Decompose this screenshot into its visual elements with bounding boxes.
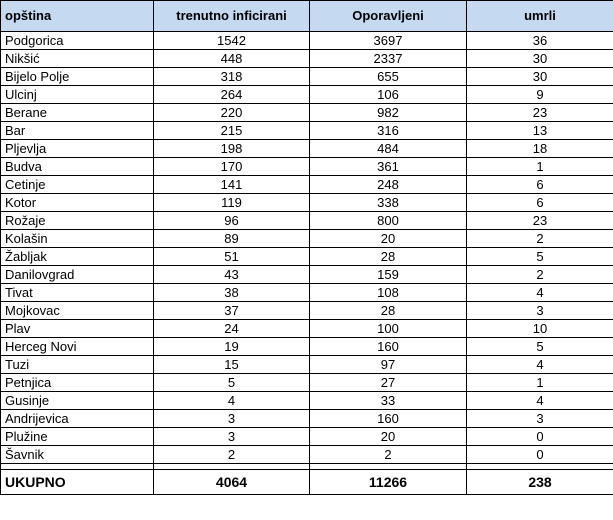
deaths-cell: 3 xyxy=(467,410,613,428)
infected-cell: 318 xyxy=(154,68,310,86)
municipality-cell: Nikšić xyxy=(1,50,154,68)
infected-cell: 51 xyxy=(154,248,310,266)
infected-cell: 198 xyxy=(154,140,310,158)
recovered-cell: 982 xyxy=(310,104,467,122)
municipality-cell: Berane xyxy=(1,104,154,122)
table-row xyxy=(1,176,613,194)
recovered-cell: 28 xyxy=(310,302,467,320)
table-row xyxy=(1,392,613,410)
infected-cell: 264 xyxy=(154,86,310,104)
table-row xyxy=(1,140,613,158)
table-row xyxy=(1,302,613,320)
infected-cell: 24 xyxy=(154,320,310,338)
total-row xyxy=(1,470,613,495)
deaths-cell: 2 xyxy=(467,230,613,248)
deaths-cell: 4 xyxy=(467,284,613,302)
table-row xyxy=(1,68,613,86)
table-row xyxy=(1,374,613,392)
deaths-cell: 6 xyxy=(467,176,613,194)
infected-cell: 4 xyxy=(154,392,310,410)
recovered-cell: 338 xyxy=(310,194,467,212)
municipality-cell: Cetinje xyxy=(1,176,154,194)
table-row xyxy=(1,104,613,122)
deaths-cell: 36 xyxy=(467,32,613,50)
recovered-cell: 100 xyxy=(310,320,467,338)
recovered-cell: 484 xyxy=(310,140,467,158)
infected-cell: 37 xyxy=(154,302,310,320)
municipality-cell: Ulcinj xyxy=(1,86,154,104)
municipality-cell: Bijelo Polje xyxy=(1,68,154,86)
table-row xyxy=(1,428,613,446)
recovered-cell: 160 xyxy=(310,410,467,428)
infected-cell: 3 xyxy=(154,410,310,428)
infected-cell: 170 xyxy=(154,158,310,176)
municipality-cell: Šavnik xyxy=(1,446,154,464)
municipality-cell: Bar xyxy=(1,122,154,140)
table-row xyxy=(1,86,613,104)
recovered-cell: 248 xyxy=(310,176,467,194)
deaths-cell: 9 xyxy=(467,86,613,104)
total-label: UKUPNO xyxy=(1,470,154,495)
table-row xyxy=(1,194,613,212)
infected-cell: 2 xyxy=(154,446,310,464)
infected-cell: 38 xyxy=(154,284,310,302)
recovered-cell: 20 xyxy=(310,428,467,446)
deaths-cell: 0 xyxy=(467,428,613,446)
municipality-cell: Andrijevica xyxy=(1,410,154,428)
infected-cell: 448 xyxy=(154,50,310,68)
table-row xyxy=(1,284,613,302)
recovered-cell: 27 xyxy=(310,374,467,392)
infected-cell: 89 xyxy=(154,230,310,248)
table-row xyxy=(1,356,613,374)
deaths-cell: 1 xyxy=(467,158,613,176)
infected-cell: 119 xyxy=(154,194,310,212)
table-row xyxy=(1,122,613,140)
municipality-cell: Petnjica xyxy=(1,374,154,392)
municipality-cell: Podgorica xyxy=(1,32,154,50)
municipality-cell: Budva xyxy=(1,158,154,176)
table-row xyxy=(1,266,613,284)
infected-cell: 1542 xyxy=(154,32,310,50)
deaths-cell: 4 xyxy=(467,392,613,410)
recovered-cell: 2337 xyxy=(310,50,467,68)
deaths-cell: 5 xyxy=(467,248,613,266)
table-row xyxy=(1,320,613,338)
table-row xyxy=(1,338,613,356)
municipality-cell: Tuzi xyxy=(1,356,154,374)
deaths-cell: 1 xyxy=(467,374,613,392)
deaths-cell: 18 xyxy=(467,140,613,158)
deaths-cell: 5 xyxy=(467,338,613,356)
municipality-cell: Kotor xyxy=(1,194,154,212)
header-municipality: opština xyxy=(1,1,154,32)
recovered-cell: 361 xyxy=(310,158,467,176)
recovered-cell: 316 xyxy=(310,122,467,140)
recovered-cell: 33 xyxy=(310,392,467,410)
total-infected: 4064 xyxy=(154,470,310,495)
header-deaths: umrli xyxy=(467,1,613,32)
deaths-cell: 30 xyxy=(467,68,613,86)
deaths-cell: 6 xyxy=(467,194,613,212)
municipality-cell: Mojkovac xyxy=(1,302,154,320)
recovered-cell: 3697 xyxy=(310,32,467,50)
deaths-cell: 23 xyxy=(467,212,613,230)
header-row xyxy=(1,1,613,32)
recovered-cell: 108 xyxy=(310,284,467,302)
table-row xyxy=(1,410,613,428)
deaths-cell: 0 xyxy=(467,446,613,464)
deaths-cell: 13 xyxy=(467,122,613,140)
total-deaths: 238 xyxy=(467,470,613,495)
recovered-cell: 159 xyxy=(310,266,467,284)
infected-cell: 19 xyxy=(154,338,310,356)
infected-cell: 96 xyxy=(154,212,310,230)
municipality-cell: Herceg Novi xyxy=(1,338,154,356)
recovered-cell: 800 xyxy=(310,212,467,230)
recovered-cell: 106 xyxy=(310,86,467,104)
deaths-cell: 2 xyxy=(467,266,613,284)
infected-cell: 15 xyxy=(154,356,310,374)
infected-cell: 43 xyxy=(154,266,310,284)
header-currently-infected: trenutno inficirani xyxy=(154,1,310,32)
table-row xyxy=(1,446,613,464)
table-row xyxy=(1,50,613,68)
infected-cell: 220 xyxy=(154,104,310,122)
infected-cell: 3 xyxy=(154,428,310,446)
municipality-cell: Danilovgrad xyxy=(1,266,154,284)
municipality-cell: Tivat xyxy=(1,284,154,302)
municipality-cell: Rožaje xyxy=(1,212,154,230)
table-row xyxy=(1,230,613,248)
deaths-cell: 10 xyxy=(467,320,613,338)
municipality-cell: Pljevlja xyxy=(1,140,154,158)
table-row xyxy=(1,158,613,176)
infected-cell: 215 xyxy=(154,122,310,140)
deaths-cell: 3 xyxy=(467,302,613,320)
municipality-cell: Plav xyxy=(1,320,154,338)
deaths-cell: 30 xyxy=(467,50,613,68)
recovered-cell: 97 xyxy=(310,356,467,374)
recovered-cell: 655 xyxy=(310,68,467,86)
municipality-cell: Gusinje xyxy=(1,392,154,410)
recovered-cell: 20 xyxy=(310,230,467,248)
municipality-cell: Plužine xyxy=(1,428,154,446)
infected-cell: 141 xyxy=(154,176,310,194)
infected-cell: 5 xyxy=(154,374,310,392)
header-recovered: Oporavljeni xyxy=(310,1,467,32)
municipality-cell: Žabljak xyxy=(1,248,154,266)
deaths-cell: 23 xyxy=(467,104,613,122)
table-row xyxy=(1,248,613,266)
municipality-cell: Kolašin xyxy=(1,230,154,248)
table-row xyxy=(1,212,613,230)
recovered-cell: 28 xyxy=(310,248,467,266)
recovered-cell: 160 xyxy=(310,338,467,356)
deaths-cell: 4 xyxy=(467,356,613,374)
table-row xyxy=(1,32,613,50)
total-recovered: 11266 xyxy=(310,470,467,495)
recovered-cell: 2 xyxy=(310,446,467,464)
